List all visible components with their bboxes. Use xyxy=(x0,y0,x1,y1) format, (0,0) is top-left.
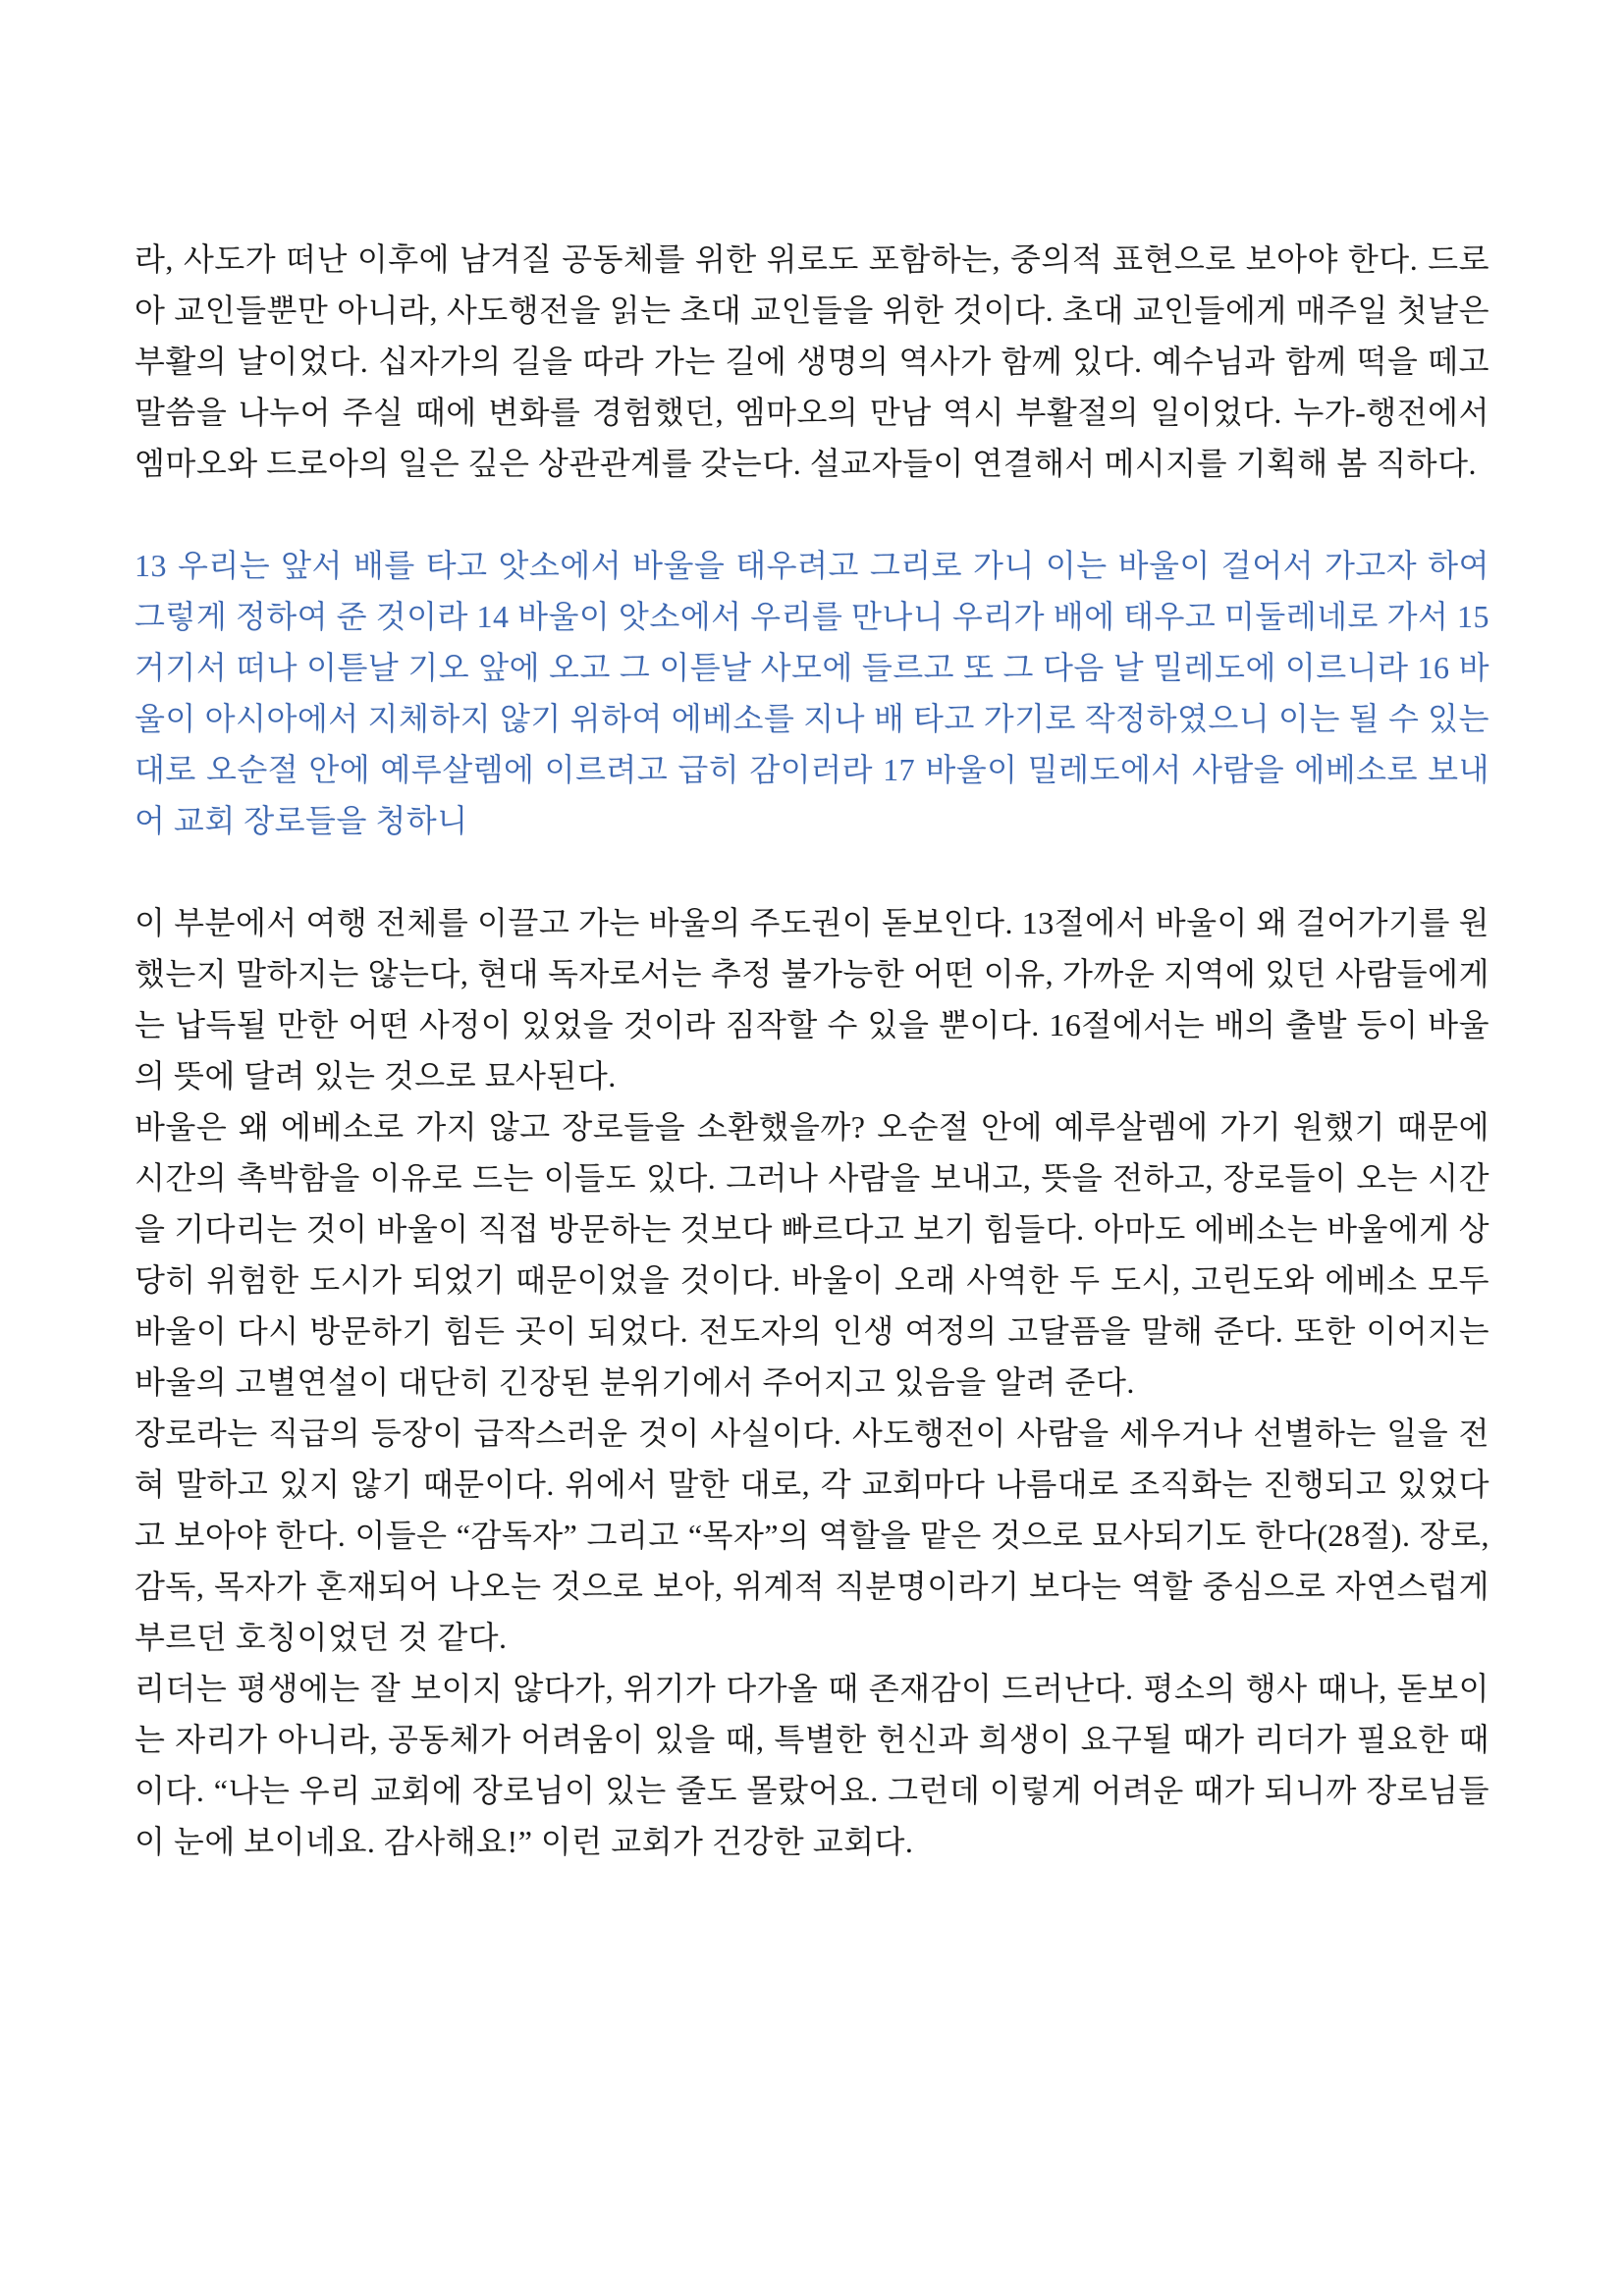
paragraph-commentary-leaders-in-crisis: 리더는 평생에는 잘 보이지 않다가, 위기가 다가올 때 존재감이 드러난다. 평소의 행사 때나, 돋보이는 자리가 아니라, 공동체가 어려움이 있을 때, 특별한 헌신과 희생이 요구될 때가 리더가 필요한 때이다. “나는 우리 교회에 장로님이 있는 줄도 몰랐어요. 그런데 이렇게 어려운 때가 되니까 장로님들이 눈에 보이네요. 감사해요!” 이런 교회가 건강한 교회다. xyxy=(135,1671,1489,1859)
paragraph-commentary-intro: 라, 사도가 떠난 이후에 남겨질 공동체를 위한 위로도 포함하는, 중의적 표현으로 보아야 한다. 드로아 교인들뿐만 아니라, 사도행전을 읽는 초대 교인들을 위한 것이다. 초대 교인들에게 매주일 첫날은 부활의 날이었다. 십자가의 길을 따라 가는 길에 생명의 역사가 함께 있다. 예수님과 함께 떡을 떼고 말씀을 나누어 주실 때에 변화를 경험했던, 엠마오의 만남 역시 부활절의 일이었다. 누가-행전에서 엠마오와 드로아의 일은 깊은 상관관계를 갖는다. 설교자들이 연결해서 메시지를 기획해 봄 직하다. xyxy=(135,241,1489,481)
scripture-quote-acts-20-13-17: 13 우리는 앞서 배를 타고 앗소에서 바울을 태우려고 그리로 가니 이는 바울이 걸어서 가고자 하여 그렇게 정하여 준 것이라 14 바울이 앗소에서 우리를 만나니 우리가 배에 태우고 미둘레네로 가서 15 거기서 떠나 이튿날 기오 앞에 오고 그 이튿날 사모에 들르고 또 그 다음 날 밀레도에 이르니라 16 바울이 아시아에서 지체하지 않기 위하여 에베소를 지나 배 타고 가기로 작정하였으니 이는 될 수 있는 대로 오순절 안에 예루살렘에 이르려고 급히 감이러라 17 바울이 밀레도에서 사람을 에베소로 보내어 교회 장로들을 청하니 xyxy=(135,548,1489,838)
paragraph-commentary-journey: 이 부분에서 여행 전체를 이끌고 가는 바울의 주도권이 돋보인다. 13절에서 바울이 왜 걸어가기를 원했는지 말하지는 않는다, 현대 독자로서는 추정 불가능한 어떤 이유, 가까운 지역에 있던 사람들에게는 납득될 만한 어떤 사정이 있었을 것이라 짐작할 수 있을 뿐이다. 16절에서는 배의 출발 등이 바울의 뜻에 달려 있는 것으로 묘사된다. xyxy=(135,905,1489,1094)
paragraph-commentary-why-elders: 바울은 왜 에베소로 가지 않고 장로들을 소환했을까? 오순절 안에 예루살렘에 가기 원했기 때문에 시간의 촉박함을 이유로 드는 이들도 있다. 그러나 사람을 보내고, 뜻을 전하고, 장로들이 오는 시간을 기다리는 것이 바울이 직접 방문하는 것보다 빠르다고 보기 힘들다. 아마도 에베소는 바울에게 상당히 위험한 도시가 되었기 때문이었을 것이다. 바울이 오래 사역한 두 도시, 고린도와 에베소 모두 바울이 다시 방문하기 힘든 곳이 되었다. 전도자의 인생 여정의 고달픔을 말해 준다. 또한 이어지는 바울의 고별연설이 대단히 긴장된 분위기에서 주어지고 있음을 알려 준다. xyxy=(135,1109,1489,1400)
text-body xyxy=(135,234,1489,1867)
paragraph-commentary-elder-title: 장로라는 직급의 등장이 급작스러운 것이 사실이다. 사도행전이 사람을 세우거나 선별하는 일을 전혀 말하고 있지 않기 때문이다. 위에서 말한 대로, 각 교회마다 나름대로 조직화는 진행되고 있었다고 보아야 한다. 이들은 “감독자” 그리고 “목자”의 역할을 맡은 것으로 묘사되기도 한다(28절). 장로, 감독, 목자가 혼재되어 나오는 것으로 보아, 위계적 직분명이라기 보다는 역할 중심으로 자연스럽게 부르던 호칭이었던 것 같다. xyxy=(135,1415,1489,1655)
